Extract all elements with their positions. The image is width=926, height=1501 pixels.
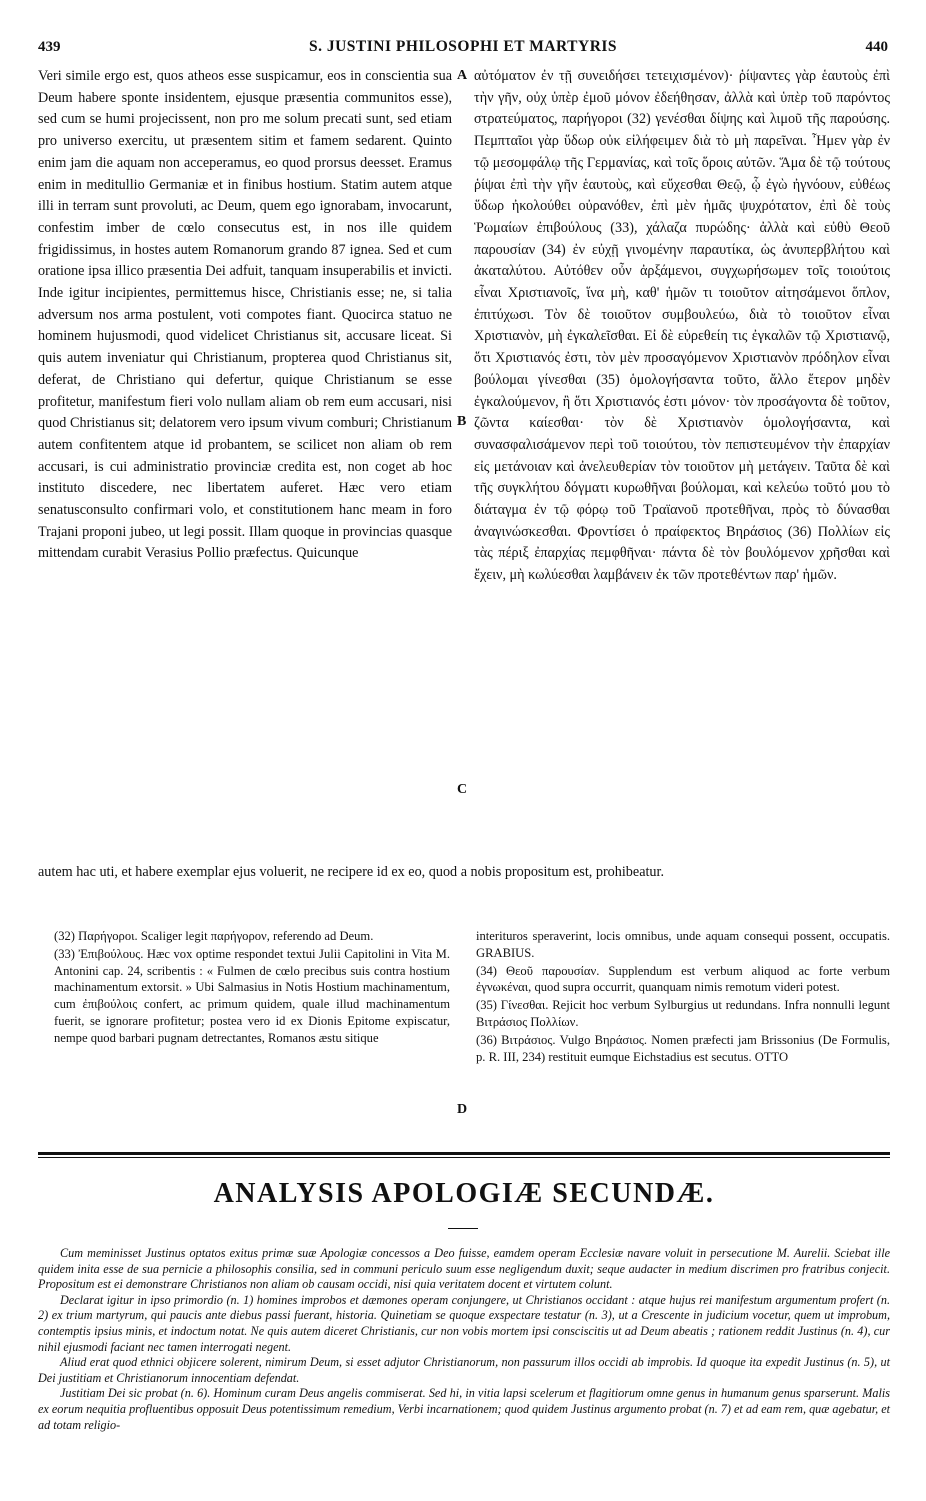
footnote: (33) Ἐπιβούλους. Hæc vox optime respondet textui Julii Capitolini in Vita M. Antonini cap. 24, scribentis : « Fulmen de cœlo precibus suis contra hostium machinamentum extorsit. » Ubi Salmasius in Notis Hostium machinamentum, cum ἐπιβούλοις confert, ac primum quidem, quale illud machinamentum fuerit, se ignorare profitetur; postea vero id ex Dionis Epitome expiscatur, nempe quod barbari pugnam detrectantes, Romanos æstu sitique [54, 946, 450, 1045]
latin-tail-fullwidth: autem hac uti, et habere exemplar ejus voluerit, ne recipere id ex eo, quod a nobis propositum est, prohibeatur. [38, 864, 665, 880]
footnotes-left [54, 928, 450, 1048]
title-short-rule [448, 1228, 478, 1229]
analysis-paragraph: Aliud erat quod ethnici objicere solerent, nimirum Deum, si esset adjutor Christianorum, non passurum illos occidi ab improbis. Id quoque ita expedit Justinus (n. 5), ut Dei justitiam et Christianorum innocentiam defendat. [38, 1355, 890, 1385]
running-header [38, 36, 888, 58]
footnote: (32) Παρήγοροι. Scaliger legit παρήγορον, referendo ad Deum. [54, 929, 374, 943]
greek-column [474, 66, 890, 587]
running-title: S. JUSTINI PHILOSOPHI ET MARTYRIS [308, 38, 618, 55]
section-title: ANALYSIS APOLOGIÆ SECUNDÆ. [213, 1178, 715, 1209]
page-number-left: 439 [38, 38, 61, 55]
footnote: (35) Γίνεσθαι. Rejicit hoc verbum Sylburgius ut redundans. Infra nonnulli legunt Βιτράσιος Πολλίων. [476, 998, 890, 1029]
footnote: interituros speraverint, locis omnibus, unde aquam consequi possent, occupatis. GRABIUS. [476, 929, 890, 960]
analysis-text [38, 1246, 890, 1433]
page-number-right: 440 [865, 38, 888, 55]
divider-thin [38, 1157, 890, 1158]
margin-letter-c: C [457, 782, 468, 797]
footnote: (34) Θεοῦ παρουσίαν. Supplendum est verbum aliquod ac forte verbum ἐγνωκέναι, quod supra occurrit, quanquam nimis remotum videri potest. [476, 963, 890, 995]
margin-letter-b: B [457, 414, 467, 429]
footnotes-right [476, 928, 890, 1066]
divider-thick [38, 1152, 890, 1155]
analysis-paragraph: Declarat igitur in ipso primordio (n. 1) homines improbos et dæmones operam conjungere, ut Christianos occidant : atque hujus rei manifestum argumentum profert (n. 2) ex trium martyrum, qui paucis ante diebus passi fuerant, historia. Quinetiam se quoque exspectare testatur (n. 3), ut a Crescente in judicium vocetur, quem ut improbum, contemptis ipsius minis, et indoctum notat. Ne quis autem diceret Christianis, cur non vobis mortem ipsi consciscitis ut ad Deum abeatis ; rationem reddit Justinus (n. 4), cur nihil ejusmodi faciant nec tamen interrogati negent. [38, 1292, 890, 1354]
analysis-paragraph: Justitiam Dei sic probat (n. 6). Hominum curam Deus angelis commiserat. Sed hi, in vitia lapsi scelerum et flagitiorum omne genus in humanum genus sparserunt. Malis ex eorum nequitia profluentibus opposuit Deus potentissimum remedium, Verbi incarnationem; quod quidem Justinus argumento probat (n. 7) et ad eam rem, quæ agebatur, et ad totam religio- [38, 1386, 890, 1432]
analysis-paragraph: Cum meminisset Justinus optatos exitus primæ suæ Apologiæ concessos a Deo fuisse, eamdem operam Ecclesiæ navare voluit in persecutione M. Aurelii. Sciebat ille quidem inita esse de sua pernicie a philosophis consilia, sed in communi periculo suum esse negligendum duxit; seque audacter in medium discrimen pro fratribus conjecit. Propositum est ei demonstrare Christianos non aliam ob causam occidi, nisi quia veritatem docent et virtutem colunt. [38, 1246, 890, 1292]
footnote: (36) Βιτράσιος. Vulgo Βηράσιος. Nomen præfecti jam Brissonius (De Formulis, p. R. III, 234) restituit eumque Eichstadius est secutus. OTTO [476, 1032, 890, 1064]
margin-letter-a: A [457, 68, 468, 83]
latin-column [38, 66, 452, 565]
margin-letter-d: D [457, 1102, 468, 1117]
latin-text: Veri simile ergo est, quos atheos esse suspicamur, eos in conscientia sua Deum habere sponte insidentem, ejusque præsentia communitos esse), sed cum se humi projecissent, non pro me solum precati sunt, sed etiam pro universo exercitu, ut præsentem sitim et famem sedarent. Quinto enim jam die aquam non acceperamus, eo quod prorsus deesset. Eramus enim in meditullio Germaniæ et in finibus hostium. Statim autem atque illi in terram sunt provoluti, ac Deum, quem ego ignorabam, invocarunt, confestim imber de cœlo consecutus est, in nos ille quidem frigidissimus, in hostes autem Romanorum grando 87 ignea. Sed et cum oratione ipsa illico præsentia Dei adfuit, tanquam insuperabilis et invicti. Inde igitur incipientes, permittemus hisce, Christianis esse; ne, si talia adversum nos arma postulent, voti compotes fiant. Quocirca statuo ne hominem hujusmodi, quod videlicet Christianus sit, accusare liceat. Si quis autem inveniatur qui Christianum, propterea quod Christianus sit, deferat, de Christiano qui defertur, quique Christianum se esse profitetur, manifestum fieri volo nullam aliam ob rem eum accusari, nisi quod Christianus sit; delatorem vero ipsum vivum comburi; Christianum autem confitentem atque id probantem, se scilicet non aliam ob rem accusari, is cui administratio provinciæ credita est, non coget ab hoc instituto discedere, nec libertatem auferet. Hæc vero etiam senatusconsulto confirmari volo, et constitutionem hanc meam in foro Trajani proponi jubeo, ut legi possit. Illam quoque in provincias quasque mittendam curabit Verasius Pollio præfectus. Quicunque [38, 68, 452, 562]
greek-text: αὐτόματον ἐν τῇ συνειδήσει τετειχισμένον)· ῥίψαντες γὰρ ἑαυτοὺς ἐπὶ τὴν γῆν, οὐχ ὑπὲρ ἐμοῦ μόνον ἐδεήθησαν, ἀλλὰ καὶ ὑπὲρ τοῦ παρόντος στρατεύματος, παρήγοροι (32) γενέσθαι δίψης καὶ λιμοῦ τῆς παρούσης. Πεμπταῖοι γὰρ ὕδωρ οὐκ εἰλήφειμεν διὰ τὸ μὴ παρεῖναι. Ἦμεν γὰρ ἐν τῷ μεσομφάλῳ τῆς Γερμανίας, καὶ τοῖς ὅροις αὐτῶν. Ἅμα δὲ τῷ τούτους ῥίψαι ἐπὶ τὴν γῆν ἑαυτοὺς, καὶ εὔχεσθαι Θεῷ, ᾧ ἐγὼ ἠγνόουν, εὐθέως ὕδωρ ἠκολούθει οὐρανόθεν, ἐπὶ μὲν ἡμᾶς ψυχρότατον, ἐπὶ δὲ τοὺς Ῥωμαίων ἐπιβούλους (33), χάλαζα πυρώδης· ἀλλὰ καὶ εὐθὺ Θεοῦ παρουσίαν (34) ἐν εὐχῇ γινομένην παραυτίκα, ὡς ἀνυπερβλήτου καὶ ἀκαταλύτου. Αὐτόθεν οὖν ἀρξάμενοι, συγχωρήσωμεν τοῖς τοιούτοις εἶναι Χριστιανοῖς, ἵνα μὴ, καθ' ἡμῶν τι τοιοῦτον αἰτησάμενοι ὅπλον, ἐπιτύχωσι. Τὸν δὲ τοιοῦτον συμβουλεύω, διὰ τὸ τοιοῦτον εἶναι Χριστιανὸν, μὴ ἐγκαλεῖσθαι. Εἰ δὲ εὑρεθείη τις ἐγκαλῶν τῷ Χριστιανῷ, ὅτι Χριστιανός ἐστι, τὸν μὲν προσαγόμενον Χριστιανὸν πρόδηλον εἶναι βούλομαι γίνεσθαι (35) ὁμολογήσαντα τοῦτο, ἄλλο ἕτερον μηδὲν ἐγκαλούμενον, ἢ ὅτι Χριστιανός ἐστι μόνον· τὸν προσάγοντα δὲ τοῦτον, ζῶντα καίεσθαι· τὸν δὲ Χριστιανὸν ὁμολογήσαντα, καὶ συνασφαλισάμενον περὶ τοῦ τοιούτου, τὸν πεπιστευμένον τὴν ἐπαρχίαν εἰς μετάνοιαν καὶ ἀνελευθερίαν τὸν τοιοῦτον μὴ μετάγειν. Ταῦτα δὲ καὶ τῆς συγκλήτου δόγματι κυρωθῆναι βούλομαι, καὶ κελεύω τοῦτό μου τὸ διάταγμα ἐν τῷ φόρῳ τοῦ Τραϊανοῦ προτεθῆναι, πρὸς τὸ δύνασθαι ἀναγινώσκεσθαι. Φροντίσει ὁ πραίφεκτος Βηράσιος (36) Πολλίων εἰς τὰς πέριξ ἐπαρχίας πεμφθῆναι· πάντα δὲ τὸν βουλόμενον χρῆσθαι καὶ ἔχειν, μὴ κωλύεσθαι λαμβάνειν ἐκ τῶν προτεθέντων παρ' ἡμῶν. [474, 68, 890, 584]
